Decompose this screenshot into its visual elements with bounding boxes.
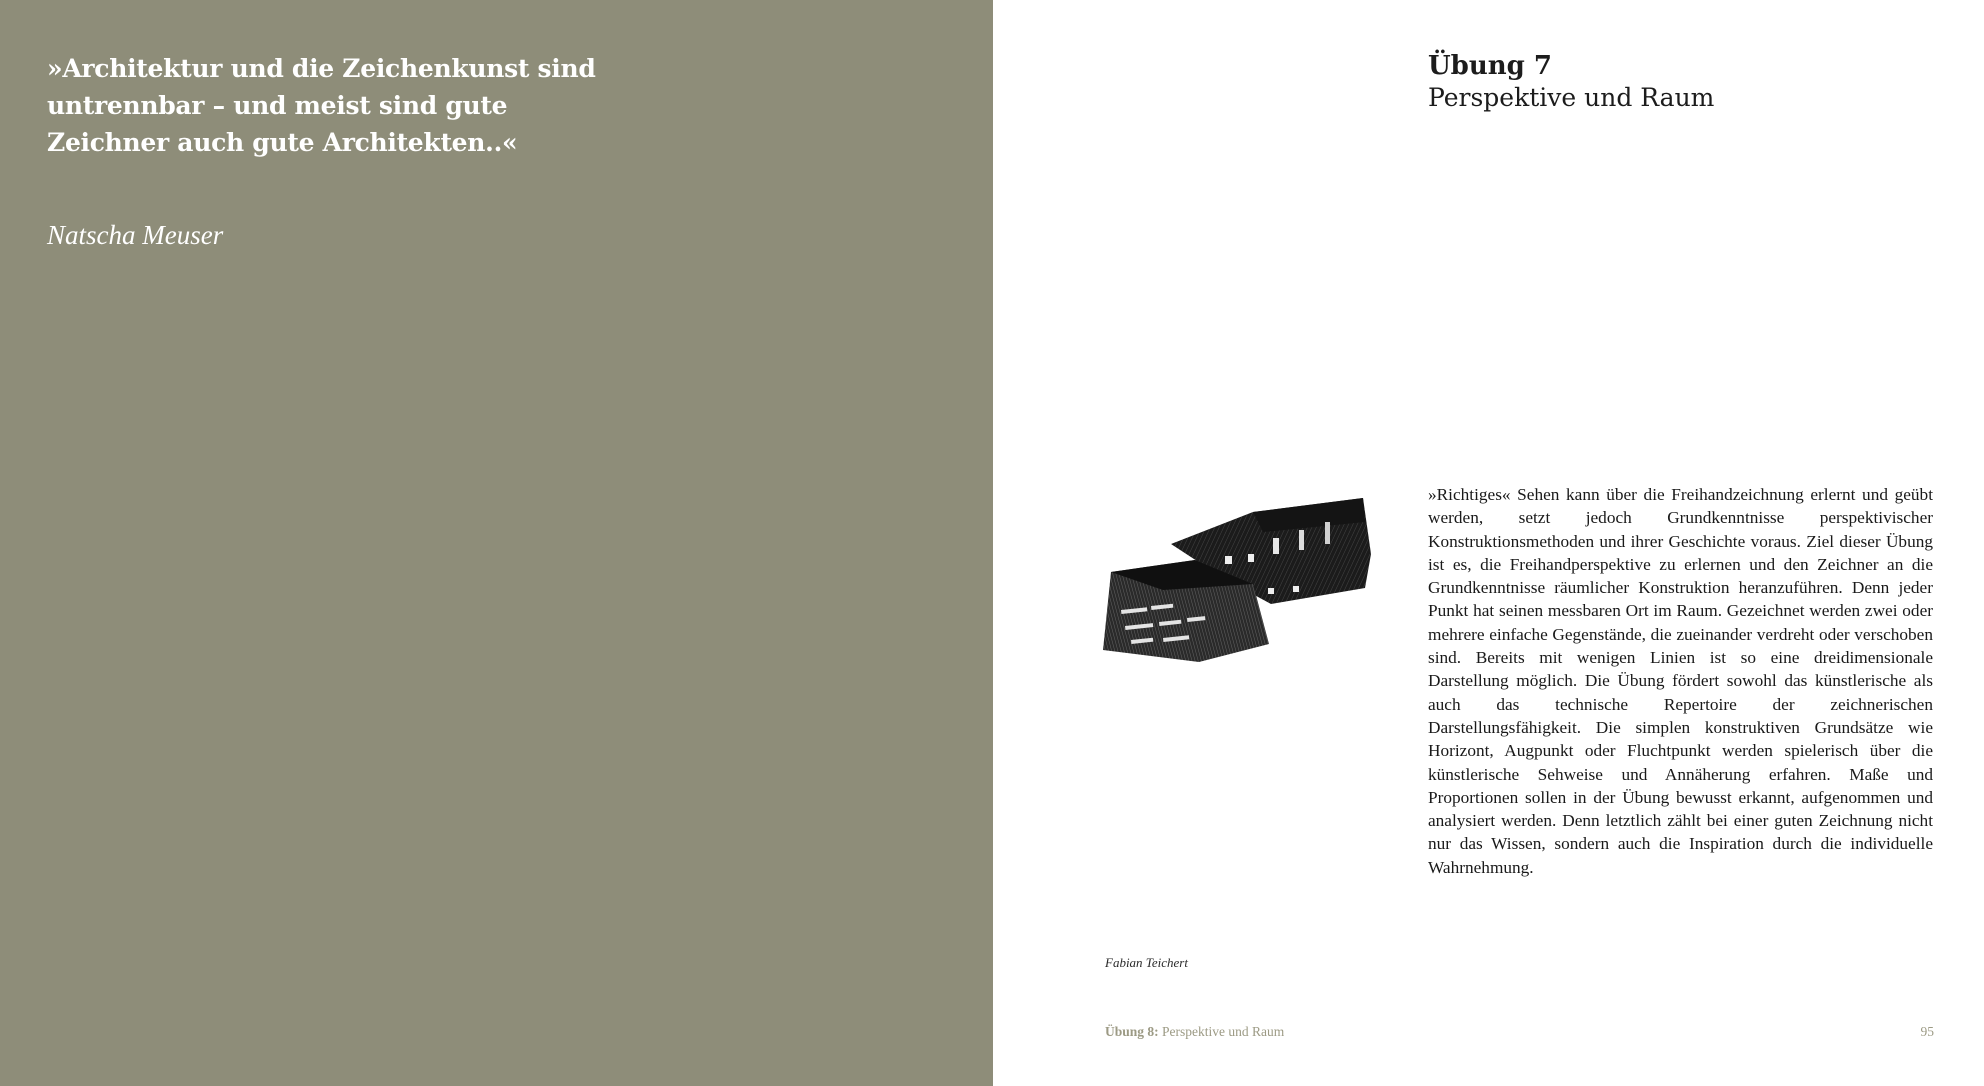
exercise-title: Perspektive und Raum [1428,83,1715,112]
quote-author: Natscha Meuser [47,220,224,250]
exercise-heading [1428,50,1714,113]
footer-prefix: Übung 8: [1105,1024,1159,1039]
footer-title: Perspektive und Raum [1162,1024,1285,1039]
right-page [993,0,1984,1086]
exercise-body-text: »Richtiges« Sehen kann über die Freihandzeichnung erlernt und geübt werden, setzt jedoch Grundkenntnisse perspektivischer Konstruktionsmethoden und ihrer Geschichte voraus. Ziel dieser Übung ist es, die Freihandperspektive zu erlernen und den Zeichner an die Grundkenntnisse räumlicher Konstruktion heranzuführen. Denn jeder Punkt hat seinen messbaren Ort im Raum. Gezeichnet werden zwei oder mehrere einfache Gegenstände, die zueinander verdreht oder verschoben sind. Bereits mit wenigen Linien ist so eine dreidimensionale Darstellung möglich. Die Übung fördert sowohl das künstlerische als auch das technische Repertoire der zeichnerischen Darstellungsfähigkeit. Die simplen konstruktiven Grundsätze wie Horizont, Augpunkt oder Fluchtpunkt werden spielerisch über die künstlerische Sehweise und Annäherung erfahren. Maße und Proportionen sollen in der Übung bewusst erkannt, aufgenommen und analysiert werden. Denn letztlich zählt bei einer guten Zeichnung nicht nur das Wissen, sondern auch die Inspiration durch die individuelle Wahrnehmung. [1428,485,1933,877]
page-number: 95 [1920,1024,1934,1039]
exercise-number: Übung 7 [1428,51,1552,81]
quote-text: »Architektur und die Zeichenkunst sind untrennbar – und meist sind gute Zeichner auch gute Architekten..« [47,54,596,157]
perspective-sketch-image [1103,492,1383,674]
running-footer [1105,1024,1284,1040]
drawing-caption: Fabian Teichert [1105,955,1188,970]
